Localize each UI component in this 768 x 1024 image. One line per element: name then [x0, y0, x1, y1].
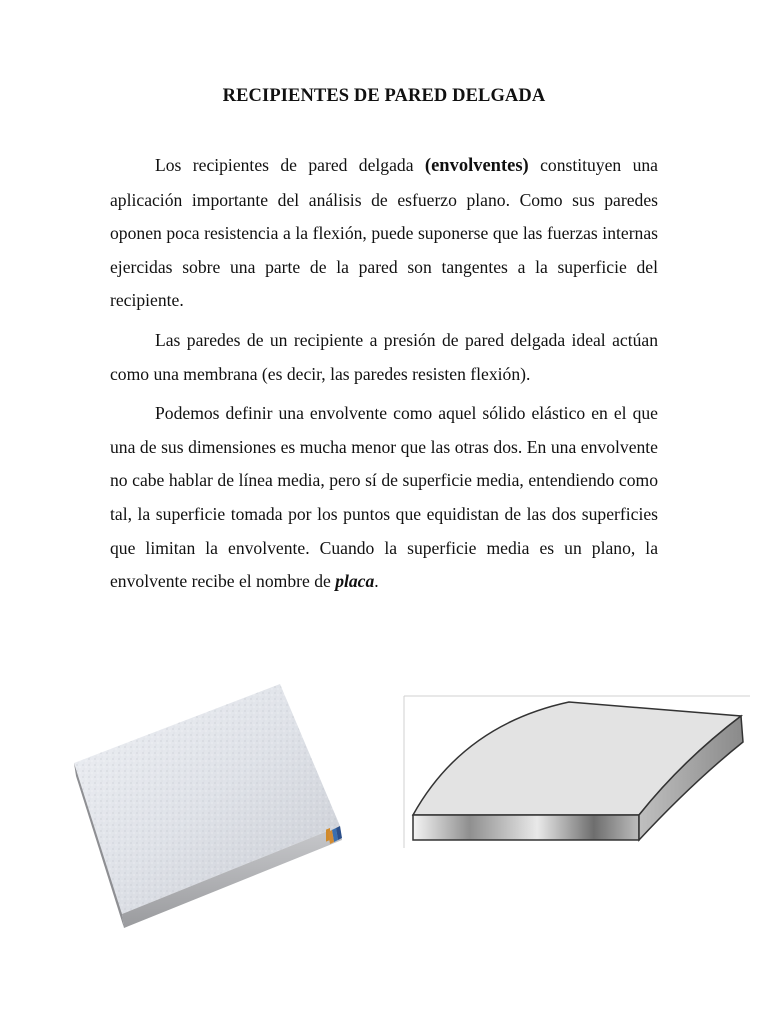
- flat-plate-illustration: [70, 680, 360, 935]
- body-text: [110, 149, 658, 605]
- paragraph-1: [110, 149, 658, 318]
- paragraph-1-start: Los recipientes de pared delgada: [155, 155, 425, 175]
- page-title: RECIPIENTES DE PARED DELGADA: [222, 86, 546, 106]
- curved-shell-illustration: [403, 690, 751, 852]
- paragraph-3-end: .: [374, 571, 379, 592]
- paragraph-3: [110, 397, 658, 599]
- envolventes-emphasis: (envolventes): [424, 156, 529, 176]
- paragraph-3-start: Podemos definir una envolvente como aquel sólido elástico en el que una de sus dimensiones es mucha menor que las otras dos. En una envolvente no cabe hablar de línea media, pero sí de superficie media, entendiendo como tal, la superficie tomada por los puntos que equidistan de las dos superficies que limitan la envolvente. Cuando la superficie media es un plano, la envolvente recibe el nombre de: [110, 403, 658, 592]
- paragraph-2: Las paredes de un recipiente a presión de pared delgada ideal actúan como una membrana (es decir, las paredes resisten flexión).: [110, 329, 658, 384]
- paragraph-1-end: constituyen una aplicación importante del análisis de esfuerzo plano. Como sus paredes oponen poca resistencia a la flexión, puede suponerse que las fuerzas internas ejercidas sobre una parte de la pared son tangentes a la superficie del recipiente.: [110, 155, 658, 311]
- placa-emphasis: placa: [335, 571, 375, 592]
